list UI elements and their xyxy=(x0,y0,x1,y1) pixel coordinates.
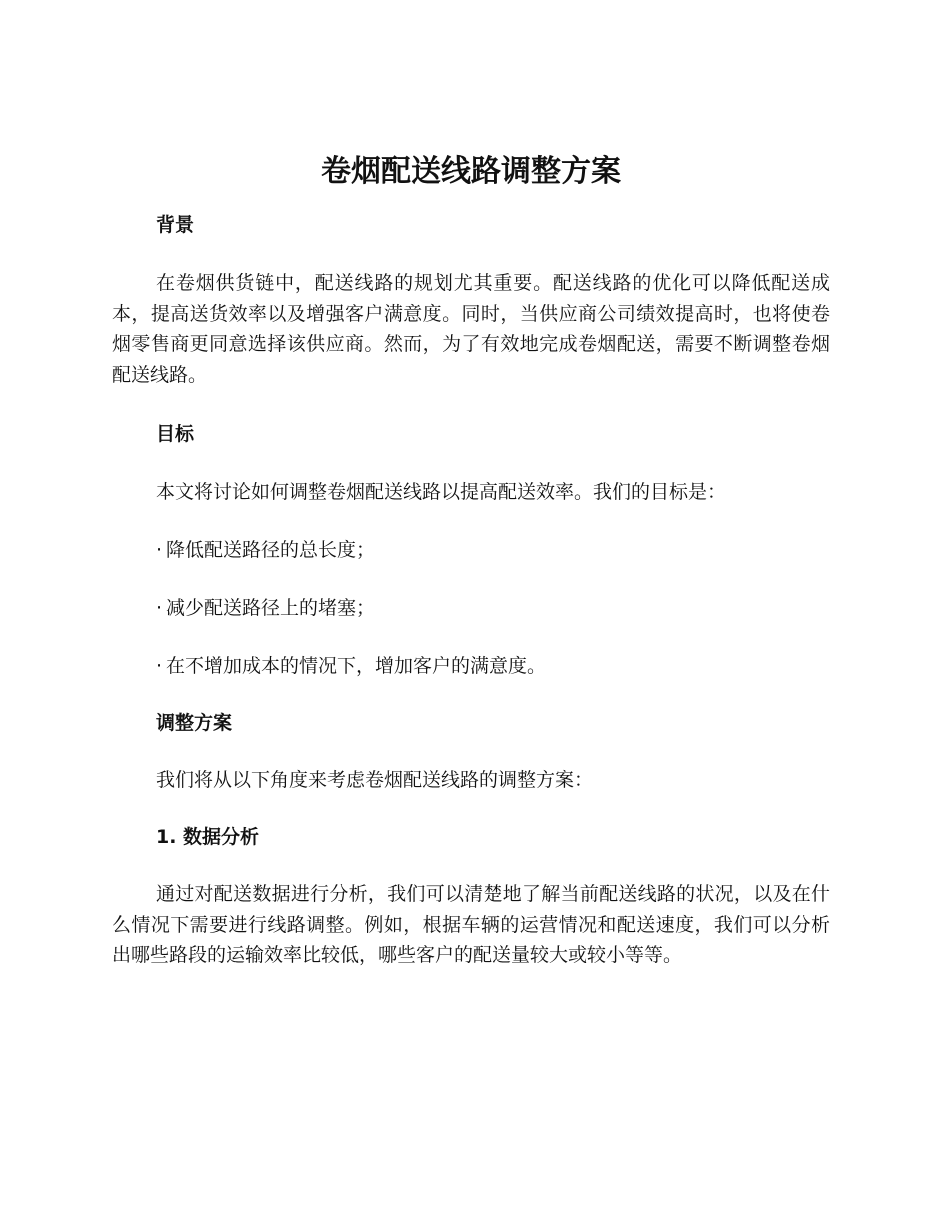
goal-intro: 本文将讨论如何调整卷烟配送线路以提高配送效率。我们的目标是： xyxy=(156,481,727,503)
goal-bullet-text: 降低配送路径的总长度； xyxy=(166,539,376,561)
background-paragraph: 在卷烟供货链中，配送线路的规划尤其重要。配送线路的优化可以降低配送成本，提高送货效率以及增强客户满意度。同时，当供应商公司绩效提高时，也将使卷烟零售商更同意选择该供应商。然而，为了有效地完成卷烟配送，需要不断调整卷烟配送线路。 xyxy=(112,272,830,386)
goal-bullet-text: 在不增加成本的情况下，增加客户的满意度。 xyxy=(166,655,547,677)
section-heading-background: 背景 xyxy=(156,214,195,236)
goal-bullet-3 xyxy=(112,651,830,681)
section-heading-plan: 调整方案 xyxy=(156,712,233,734)
goal-bullet-text: 减少配送路径上的堵塞； xyxy=(166,597,376,619)
document-title: 卷烟配送线路调整方案 xyxy=(321,154,621,189)
document-page xyxy=(112,150,830,971)
goal-bullet-2 xyxy=(112,593,830,623)
bullet-marker: · xyxy=(156,539,163,561)
subsection-heading-data-analysis: 1. 数据分析 xyxy=(156,826,260,848)
bullet-marker: · xyxy=(156,655,163,677)
data-analysis-paragraph: 通过对配送数据进行分析，我们可以清楚地了解当前配送线路的状况，以及在什么情况下需要进行线路调整。例如，根据车辆的运营情况和配送速度，我们可以分析出哪些路段的运输效率比较低，哪些客户的配送量较大或较小等等。 xyxy=(112,883,830,966)
bullet-marker: · xyxy=(156,597,163,619)
section-heading-goal: 目标 xyxy=(156,423,195,445)
goal-bullet-1 xyxy=(112,535,830,565)
plan-intro: 我们将从以下角度来考虑卷烟配送线路的调整方案： xyxy=(156,769,594,791)
